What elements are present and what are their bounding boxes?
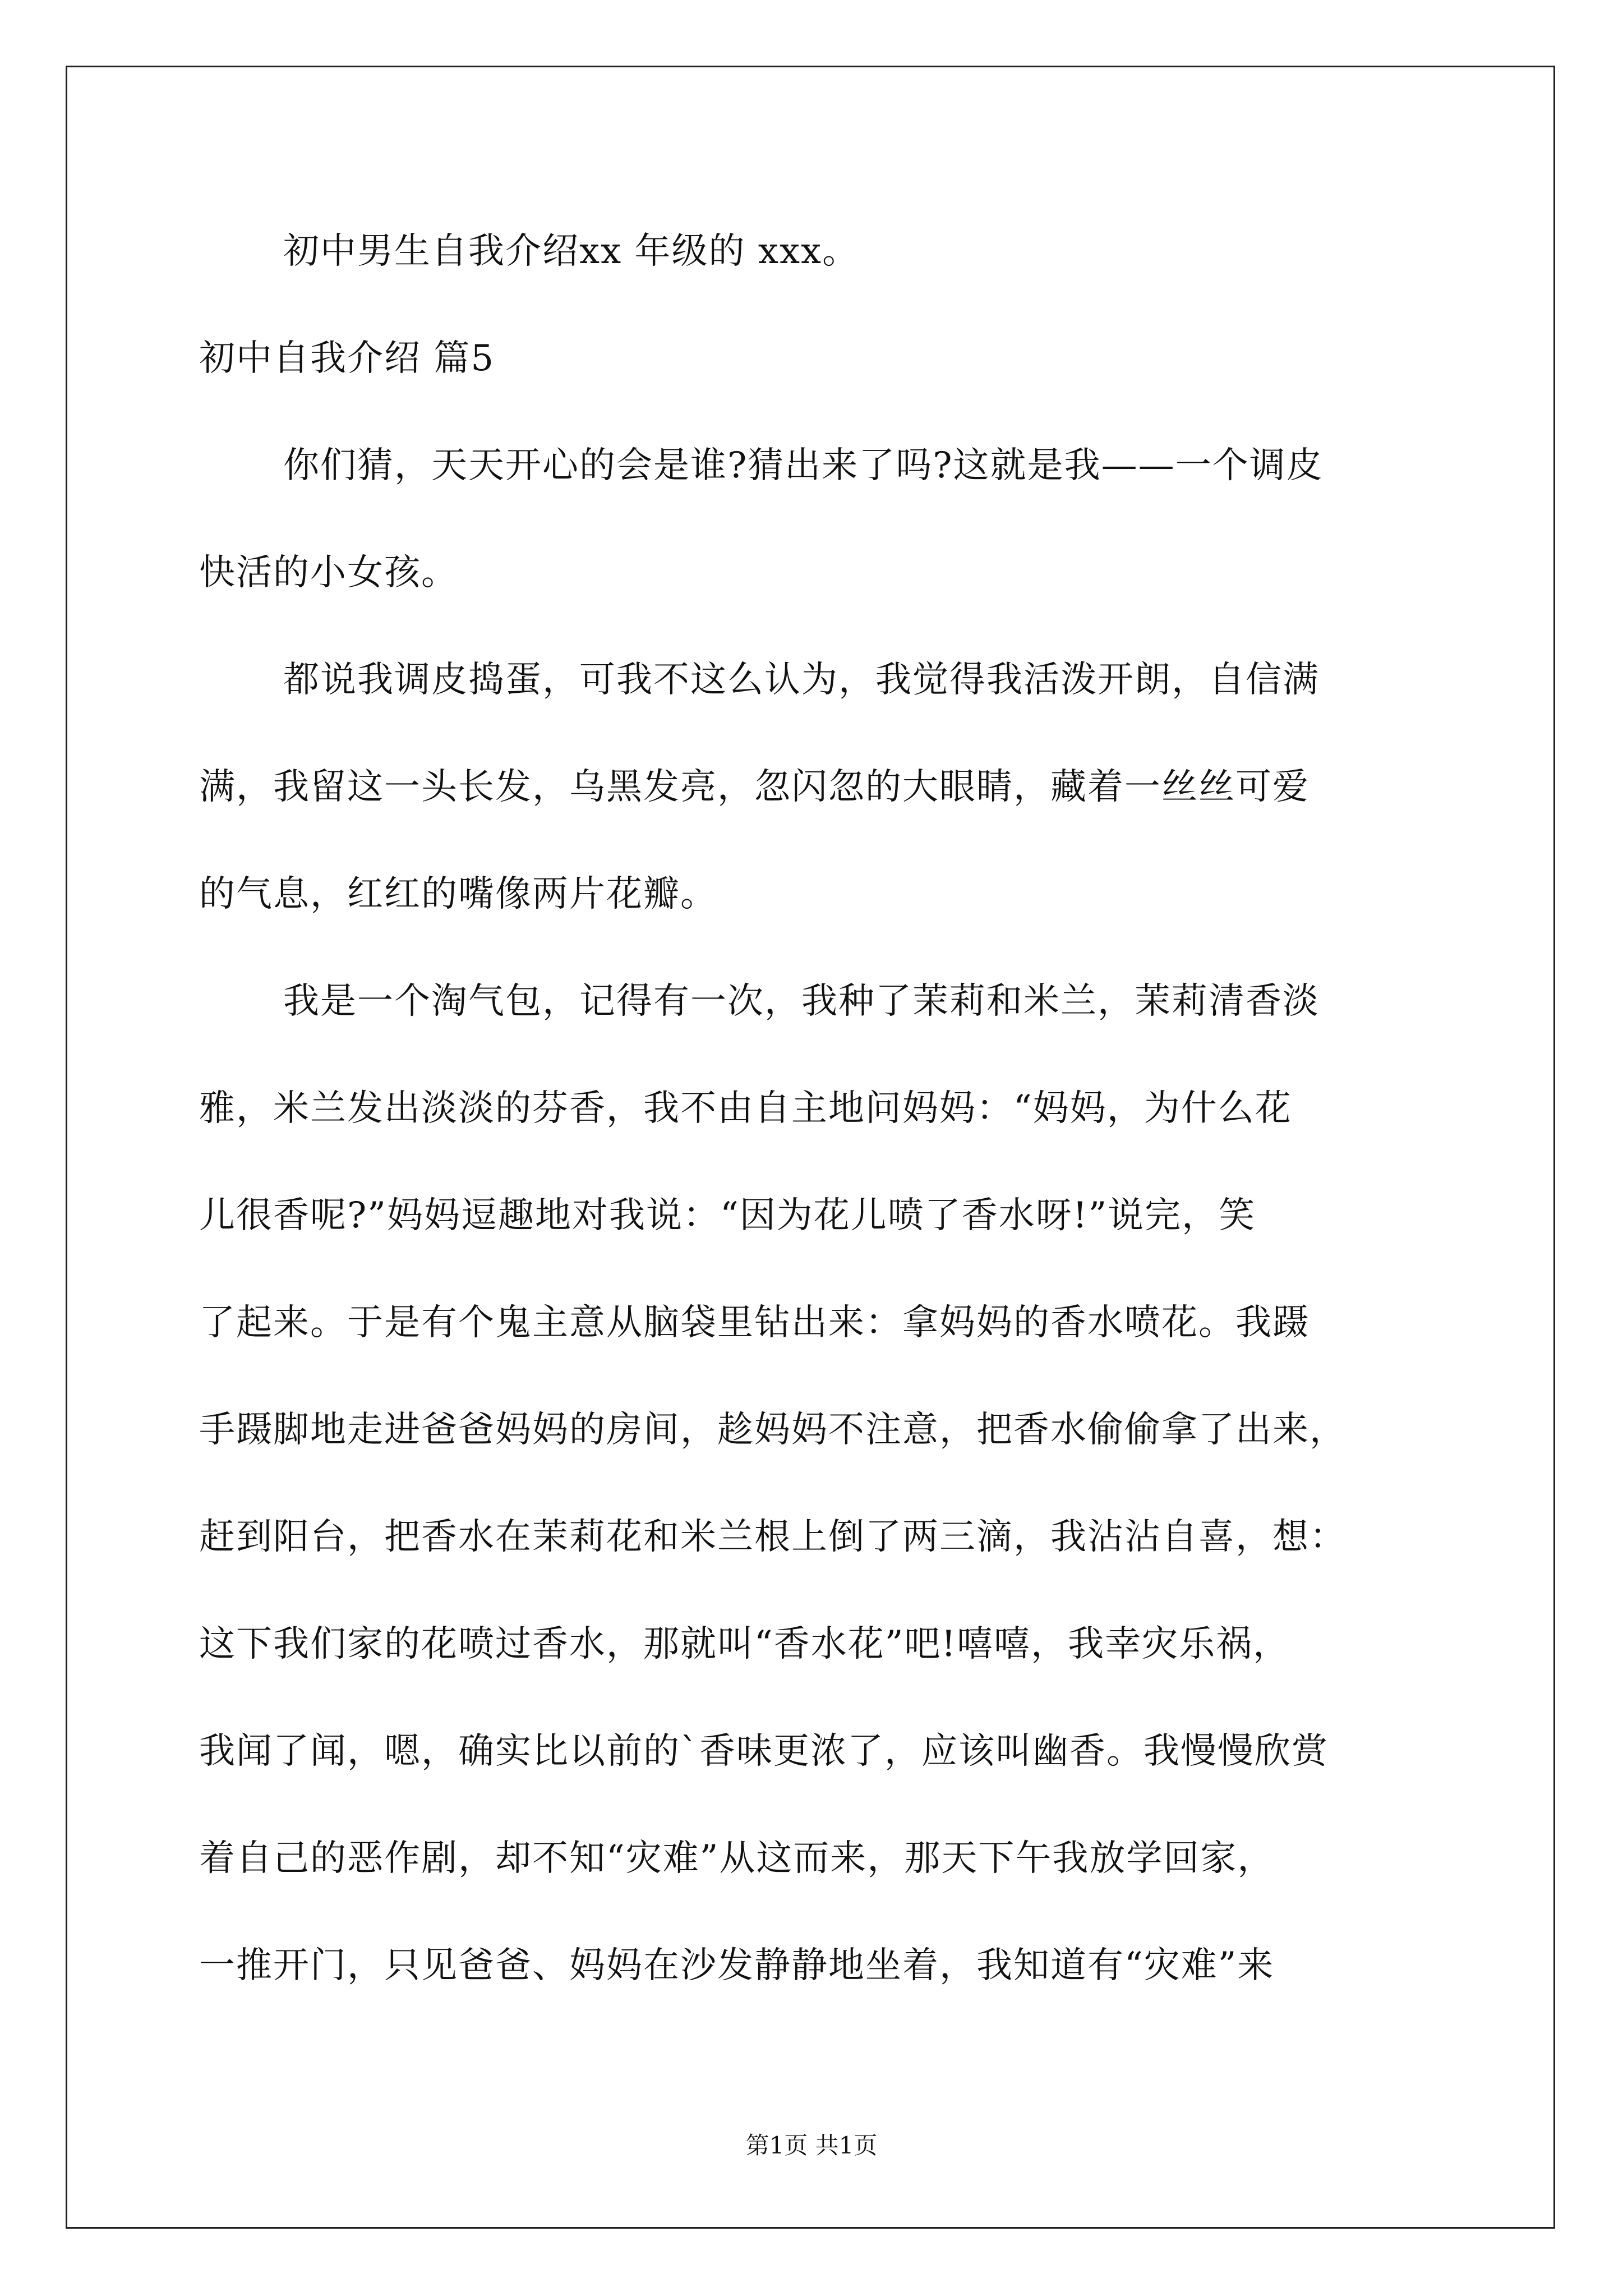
paragraph-line: 快活的小女孩。 [199, 552, 458, 593]
page-number-footer: 第1页 共1页 [745, 2132, 878, 2159]
paragraph-line: 一推开门，只见爸爸、妈妈在沙发静静地坐着，我知道有“灾难”来 [199, 1945, 1275, 1986]
paragraph-line: 初中男生自我介绍xx 年级的 xxx。 [283, 231, 860, 272]
paragraph-line: 的气息，红红的嘴像两片花瓣。 [199, 873, 717, 915]
paragraph-line: 我闻了闻，嗯，确实比以前的`香味更浓了，应该叫幽香。我慢慢欣赏 [199, 1731, 1329, 1772]
paragraph-line: 手蹑脚地走进爸爸妈妈的房间，趁妈妈不注意，把香水偷偷拿了出来， [199, 1409, 1347, 1451]
paragraph-line: 着自己的恶作剧，却不知“灾难”从这而来，那天下午我放学回家， [199, 1838, 1275, 1879]
page-border [66, 66, 1555, 2229]
section-heading: 初中自我介绍 篇5 [199, 338, 495, 379]
paragraph-line: 我是一个淘气包，记得有一次，我种了茉莉和米兰，茉莉清香淡 [283, 981, 1320, 1022]
paragraph-line: 雅，米兰发出淡淡的芬香，我不由自主地问妈妈：“妈妈，为什么花 [199, 1088, 1292, 1129]
paragraph-line: 满，我留这一头长发，乌黑发亮，忽闪忽的大眼睛，藏着一丝丝可爱 [199, 766, 1310, 808]
paragraph-line: 你们猜，天天开心的会是谁?猜出来了吗?这就是我——一个调皮 [283, 445, 1324, 486]
paragraph-line: 儿很香呢?”妈妈逗趣地对我说：“因为花儿喷了香水呀!”说完，笑 [199, 1195, 1256, 1236]
paragraph-line: 赶到阳台，把香水在茉莉花和米兰根上倒了两三滴，我沾沾自喜，想： [199, 1516, 1347, 1558]
paragraph-line: 都说我调皮捣蛋，可我不这么认为，我觉得我活泼开朗，自信满 [283, 659, 1320, 701]
paragraph-line: 了起来。于是有个鬼主意从脑袋里钻出来：拿妈妈的香水喷花。我蹑 [199, 1302, 1310, 1343]
paragraph-line: 这下我们家的花喷过香水，那就叫“香水花”吧!嘻嘻，我幸灾乐祸， [199, 1623, 1290, 1665]
